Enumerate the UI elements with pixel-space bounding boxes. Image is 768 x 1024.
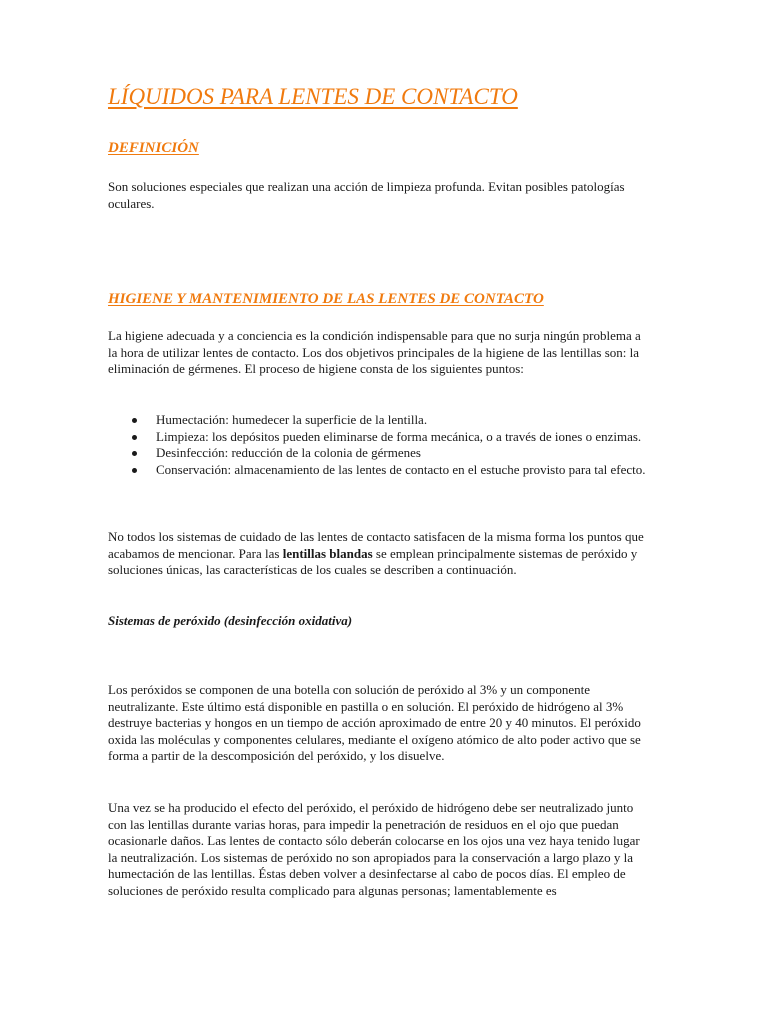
list-item [108,429,653,446]
list-item-text: Desinfección: reducción de la colonia de gérmenes [156,445,421,461]
peroxido-paragraph-2: Una vez se ha producido el efecto del peróxido, el peróxido de hidrógeno debe ser neutralizado junto con las lentillas durante varias horas, para impedir la penetración de residuos en el ojo que puedan ocasionarle daños. Las lentes de contacto sólo deberán colocarse en los ojos una vez haya tenido lugar la neutralización. Los sistemas de peróxido no son apropiados para la conservación a largo plazo y la humectación de las lentillas. Éstas deben volver a desinfectarse al cabo de pocos días. El empleo de soluciones de peróxido resulta complicado para algunas personas; lamentablemente es [108,800,640,898]
peroxido-subheading: Sistemas de peróxido (desinfección oxidativa) [108,613,353,628]
list-item [108,445,653,462]
peroxido-paragraph-1: Los peróxidos se componen de una botella con solución de peróxido al 3% y un componente neutralizante. Este último está disponible en pastilla o en solución. El peróxido de hidrógeno al 3% destruye bacterias y hongos en un tiempo de acción aproximado de entre 20 y 40 minutos. El peróxido oxida las moléculas y componentes celulares, mediante el oxígeno atómico de alto poder activo que se forma a partir de la descomposición del peróxido, y los disuelve. [108,682,641,764]
higiene-intro: La higiene adecuada y a conciencia es la condición indispensable para que no surja ningún problema a la hora de utilizar lentes de contacto. Los dos objetivos principales de la higiene de las lentillas son: la eliminación de gérmenes. El proceso de higiene consta de los siguientes puntos: [108,328,641,377]
list-item [108,462,653,479]
list-item [108,412,653,429]
paragraph-text: se emplean principalmente sistemas de peróxido y soluciones únicas, las características de los cuales se describen a continuación. [108,545,638,578]
higiene-heading: HIGIENE Y MANTENIMIENTO DE LAS LENTES DE CONTACTO [108,291,544,307]
bullet-icon [132,418,137,423]
paragraph-text: No todos los sistemas de cuidado de las lentes de contacto satisfacen de la misma forma los puntos que acabamos de mencionar. Para las [108,529,644,561]
list-item-text: Conservación: almacenamiento de las lentes de contacto en el estuche provisto para tal efecto. [156,461,646,477]
higiene-paragraph-2 [108,529,648,579]
bullet-icon [132,468,137,473]
higiene-bullet-list [108,412,653,478]
bullet-icon [132,435,137,440]
definicion-heading: DEFINICIÓN [108,140,199,156]
document-title: LÍQUIDOS PARA LENTES DE CONTACTO [108,84,518,109]
bullet-icon [132,451,137,456]
list-item-text: Limpieza: los depósitos pueden eliminarse de forma mecánica, o a través de iones o enzimas. [156,428,642,444]
definicion-text: Son soluciones especiales que realizan una acción de limpieza profunda. Evitan posibles patologías oculares. [108,179,625,211]
bold-term: lentillas blandas [282,545,373,561]
list-item-text: Humectación: humedecer la superficie de la lentilla. [156,412,428,427]
